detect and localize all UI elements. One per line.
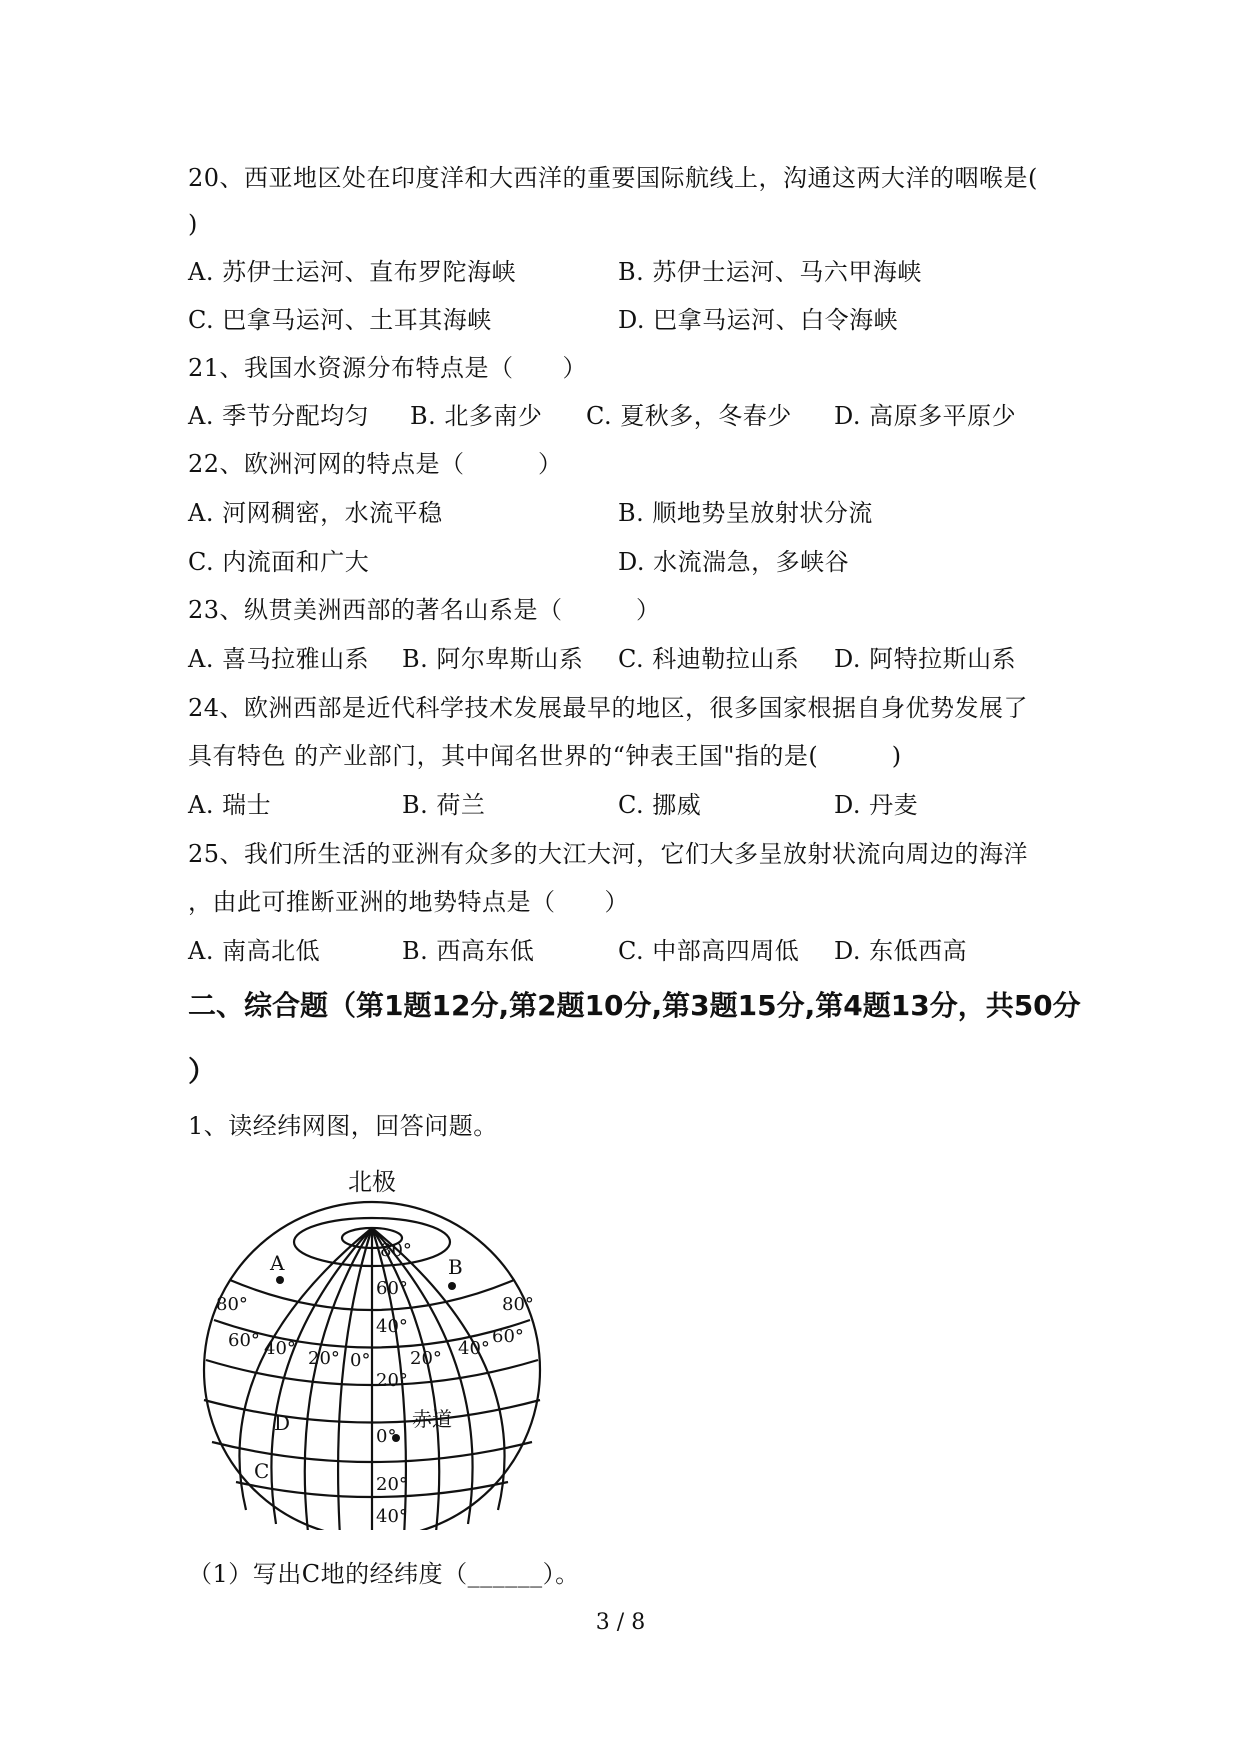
q23-option-c: C. 科迪勒拉山系 bbox=[618, 645, 800, 673]
s2q1-stem: 1、读经纬网图，回答问题。 bbox=[188, 1112, 498, 1140]
point-label-c: C bbox=[254, 1459, 270, 1483]
q24-option-b: B. 荷兰 bbox=[402, 791, 486, 819]
q20-stem-line2: ) bbox=[188, 210, 198, 238]
lat-label-20: 20° bbox=[376, 1370, 408, 1391]
q25-stem-line2: ，由此可推断亚洲的地势特点是（ ） bbox=[188, 888, 629, 916]
point-label-a: A bbox=[270, 1251, 285, 1275]
q24-option-a: A. 瑞士 bbox=[188, 791, 272, 819]
q20-option-b: B. 苏伊士运河、马六甲海峡 bbox=[618, 258, 922, 286]
lat-label-60: 60° bbox=[376, 1278, 408, 1299]
lat-label-s20: 20° bbox=[376, 1474, 408, 1495]
lon-label-w20: 20° bbox=[308, 1348, 340, 1369]
lon-label-w40: 40° bbox=[264, 1338, 296, 1359]
q20-option-d: D. 巴拿马运河、白令海峡 bbox=[618, 306, 899, 334]
lon-label-w80: 80° bbox=[216, 1294, 248, 1315]
point-a-marker bbox=[276, 1276, 284, 1284]
lon-label-e40: 40° bbox=[458, 1338, 490, 1359]
lon-label-e20: 20° bbox=[410, 1348, 442, 1369]
q20-stem-line1: 20、西亚地区处在印度洋和大西洋的重要国际航线上，沟通这两大洋的咽喉是( bbox=[188, 164, 1038, 192]
q21-option-c: C. 夏秋多，冬春少 bbox=[586, 402, 792, 430]
section2-heading-line2: ） bbox=[188, 1055, 217, 1088]
lat-label-40: 40° bbox=[376, 1316, 408, 1337]
q23-stem: 23、纵贯美洲西部的著名山系是（ ） bbox=[188, 596, 661, 624]
q21-stem: 21、我国水资源分布特点是（ ） bbox=[188, 354, 588, 382]
equator-label: 赤道 bbox=[412, 1407, 452, 1431]
lat-labels bbox=[376, 1240, 412, 1527]
q24-option-d: D. 丹麦 bbox=[834, 791, 919, 819]
q22-option-a: A. 河网稠密，水流平稳 bbox=[188, 499, 443, 527]
q21-option-d: D. 高原多平原少 bbox=[834, 402, 1017, 430]
q25-option-a: A. 南高北低 bbox=[188, 937, 321, 965]
q22-option-d: D. 水流湍急，多峡谷 bbox=[618, 548, 850, 576]
q23-option-d: D. 阿特拉斯山系 bbox=[834, 645, 1017, 673]
q25-option-c: C. 中部高四周低 bbox=[618, 937, 800, 965]
q24-stem-line1: 24、欧洲西部是近代科学技术发展最早的地区，很多国家根据自身优势发展了 bbox=[188, 694, 1029, 722]
q22-option-b: B. 顺地势呈放射状分流 bbox=[618, 499, 873, 527]
q22-stem: 22、欧洲河网的特点是（ ） bbox=[188, 450, 563, 478]
q21-option-a: A. 季节分配均匀 bbox=[188, 402, 370, 430]
globe-svg bbox=[190, 1160, 570, 1530]
point-label-b: B bbox=[448, 1255, 463, 1279]
q21-option-b: B. 北多南少 bbox=[410, 402, 543, 430]
q20-option-a: A. 苏伊士运河、直布罗陀海峡 bbox=[188, 258, 517, 286]
q23-option-a: A. 喜马拉雅山系 bbox=[188, 645, 370, 673]
q25-option-d: D. 东低西高 bbox=[834, 937, 968, 965]
q22-option-c: C. 内流面和广大 bbox=[188, 548, 370, 576]
meridian-w20 bbox=[338, 1228, 372, 1530]
point-b-marker bbox=[448, 1282, 456, 1290]
point-label-d: D bbox=[274, 1411, 291, 1435]
page-number: 3 / 8 bbox=[595, 1610, 646, 1635]
lon-label-e60: 60° bbox=[492, 1326, 524, 1347]
s2q1-sub1: （1）写出C地的经纬度（______）。 bbox=[188, 1560, 580, 1588]
q25-option-b: B. 西高东低 bbox=[402, 937, 535, 965]
q20-option-c: C. 巴拿马运河、土耳其海峡 bbox=[188, 306, 492, 334]
graticule-globe-figure bbox=[190, 1160, 570, 1530]
lat-label-80: 80° bbox=[380, 1240, 412, 1261]
lon-label-0: 0° bbox=[350, 1350, 371, 1371]
lat-label-s40: 40° bbox=[376, 1506, 408, 1527]
figure-title: 北极 bbox=[348, 1168, 396, 1196]
q24-stem-line2: 具有特色 的产业部门，其中闻名世界的“钟表王国"指的是( ) bbox=[188, 742, 902, 770]
lon-label-e80: 80° bbox=[502, 1294, 534, 1315]
meridian-w60 bbox=[271, 1228, 372, 1524]
q23-option-b: B. 阿尔卑斯山系 bbox=[402, 645, 584, 673]
q24-option-c: C. 挪威 bbox=[618, 791, 702, 819]
q25-stem-line1: 25、我们所生活的亚洲有众多的大江大河，它们大多呈放射状流向周边的海洋 bbox=[188, 840, 1029, 868]
lat-label-0: 0° bbox=[376, 1426, 397, 1447]
section2-heading-line1: 二、综合题（第1题12分,第2题10分,第3题15分,第4题13分，共50分 bbox=[188, 989, 1081, 1022]
lon-label-w60: 60° bbox=[228, 1330, 260, 1351]
